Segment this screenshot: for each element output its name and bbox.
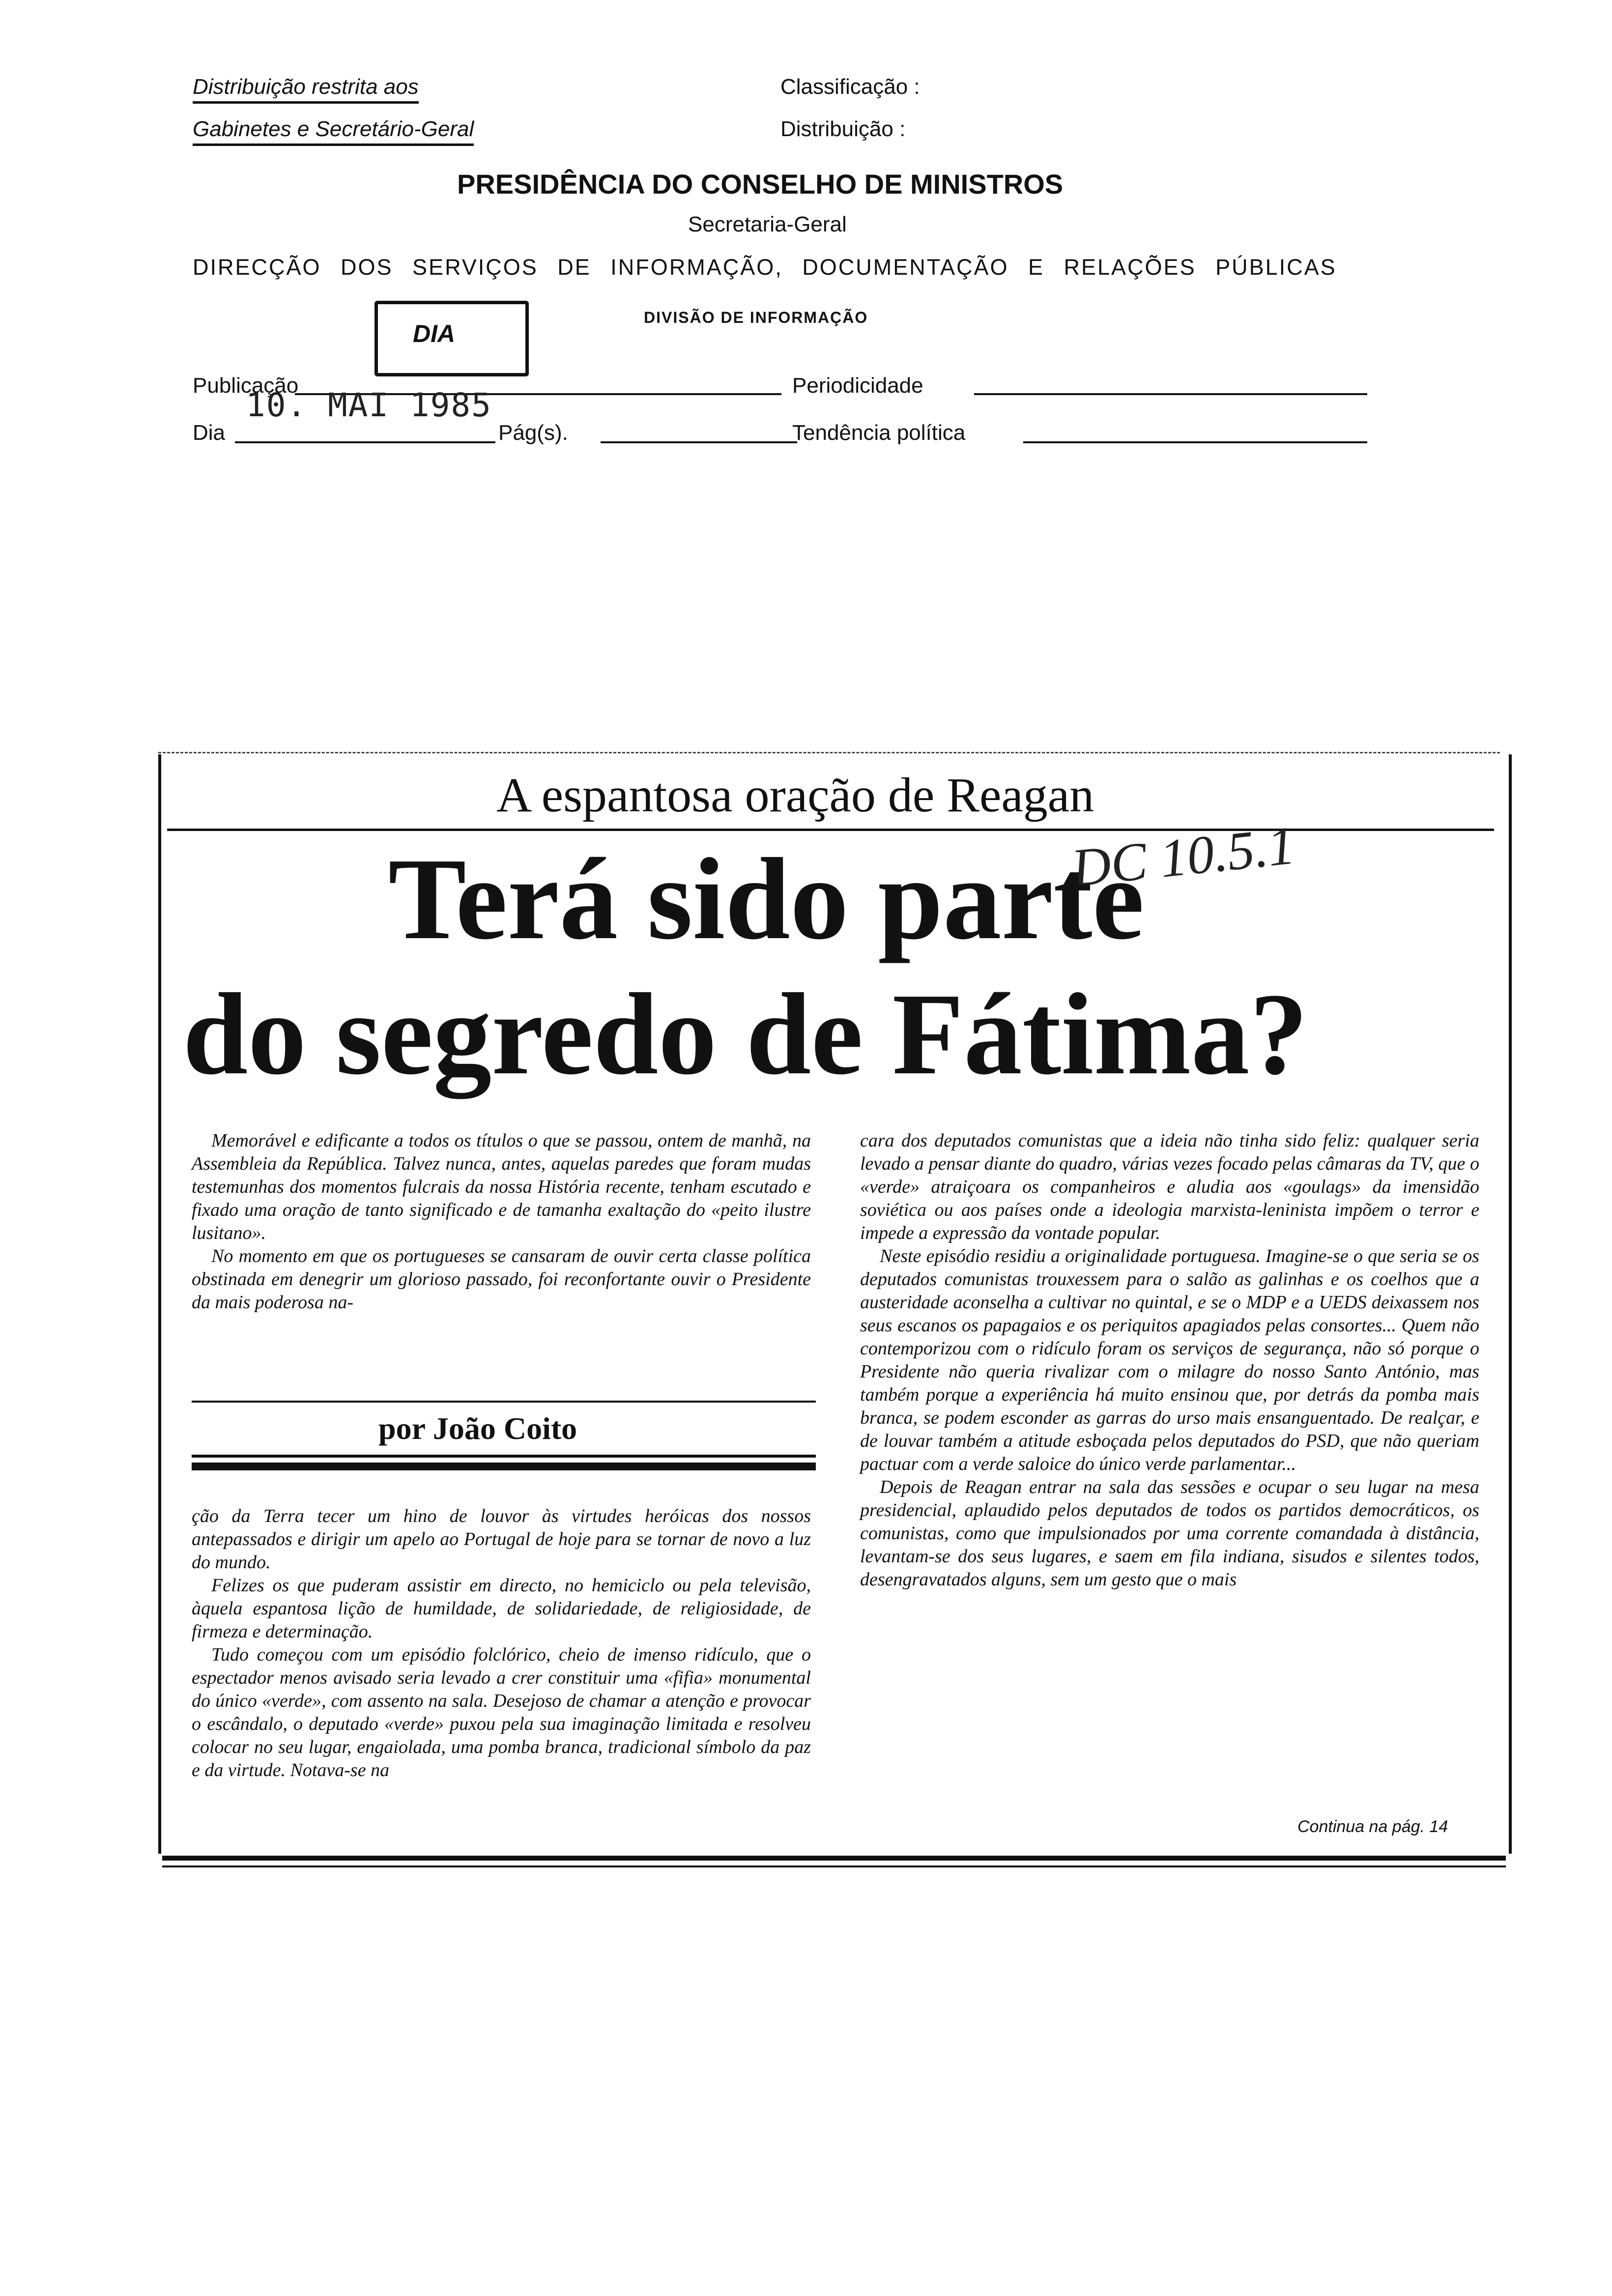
political-tendency-line — [1023, 441, 1367, 443]
article-kicker: A espantosa oração de Reagan — [496, 768, 1094, 822]
byline-rule-top — [192, 1401, 816, 1403]
paragraph: No momento em que os portugueses se cansaram de ouvir certa classe política obstinada em denegrir um glorioso passado, foi reconfortante ouvir o Presidente da mais poderosa na- — [192, 1246, 811, 1313]
byline-rule-thick — [192, 1463, 816, 1470]
org-title: PRESIDÊNCIA DO CONSELHO DE MINISTROS — [457, 169, 1064, 200]
right-column — [860, 1129, 1479, 1591]
paragraph: Felizes os que puderam assistir em directo, no hemiciclo ou pela televisão, àquela espantosa lição de humildade, de solidariedade, de religiosidade, de firmeza e determinação. — [192, 1575, 811, 1642]
political-tendency-label: Tendência política — [792, 421, 966, 445]
pages-label: Pág(s). — [498, 421, 568, 445]
restricted-distribution-line2: Gabinetes e Secretário-Geral — [193, 117, 474, 146]
day-line — [235, 441, 495, 443]
periodicity-label: Periodicidade — [792, 373, 923, 398]
left-column-bottom — [192, 1505, 811, 1782]
byline: por João Coito — [378, 1411, 577, 1446]
paragraph: cara dos deputados comunistas que a ideia não tinha sido feliz: qualquer seria levado a pensar diante do quadro, várias vezes focado pelas câmaras da TV, que o «verde» atraiçoara os companheiros e aludia aos «goulags» da imensidão soviética ou aos países onde a ideologia marxista-leninista impõem o terror e impede a expressão da vontade popular. — [860, 1130, 1479, 1243]
clipping-bottom-rule — [162, 1856, 1506, 1861]
date-stamp: 10. MAI 1985 — [246, 386, 492, 424]
clipping-top-edge — [158, 752, 1500, 753]
distribution-label: Distribuição : — [780, 117, 906, 141]
headline-line2: do segredo de Fátima? — [183, 970, 1308, 1099]
division-label: DIVISÃO DE INFORMAÇÃO — [644, 309, 868, 326]
paragraph: Depois de Reagan entrar na sala das sessões e ocupar o seu lugar na mesa presidencial, aplaudido pelos deputados de todos os partidos democráticos, os comunistas, como que impulsionados por uma corrente comandada à distância, levantam-se dos seus lugares, e saem em fila indiana, sisudos e silentes todos, desengravatados alguns, sem um gesto que o mais — [860, 1477, 1479, 1590]
publication-label: Publicação — [193, 373, 299, 398]
byline-rule-bottom — [192, 1455, 816, 1458]
paragraph: ção da Terra tecer um hino de louvor às virtudes heróicas dos nossos antepassados e dirigir um apelo ao Portugal de hoje para se tornar de novo a luz do mundo. — [192, 1506, 811, 1573]
continued-note: Continua na pág. 14 — [1297, 1817, 1448, 1836]
paragraph: Neste episódio residiu a originalidade portuguesa. Imagine-se o que seria se os deputados comunistas trouxessem para o salão as galinhas e os coelhos que a austeridade aconselha a cultivar no quintal, e se o MDP e a UEDS deixassem nos seus escanos os papagaios e os periquitos apagiados pelas consortes... Quem não contemporizou com o ridículo foram os serviços de segurança, não só porque o Presidente não queria rivalizar com o milagre do nosso Santo António, mas também porque a experiência há muito ensinou que, por detrás da pomba mais branca, se podem esconder as garras do urso mais ensanguentado. De realçar, e de louvar também a atitude esboçada pelos deputados do PSD, que não queriam pactuar com a verde saloice do único verde parlamentar... — [860, 1246, 1479, 1474]
clipping-bottom-rule-thin — [162, 1866, 1506, 1867]
handwritten-note: DC 10.5.1 — [1068, 815, 1298, 898]
stamp-text: DIA — [413, 320, 456, 347]
paragraph: Tudo começou com um episódio folclórico, cheio de imenso ridículo, que o espectador menos avisado seria levado a crer constituir uma «fifia» monumental do único «verde», com assento na sala. Desejoso de chamar a atenção e provocar o escândalo, o deputado «verde» puxou pela sua imaginação limitada e resolveu colocar no seu lugar, engaiolada, uma pomba branca, tradicional símbolo da paz e da virtude. Notava-se na — [192, 1644, 811, 1780]
classification-label: Classificação : — [780, 75, 920, 99]
left-column-top — [192, 1129, 811, 1314]
pages-line — [601, 441, 797, 443]
org-subtitle: Secretaria-Geral — [688, 212, 847, 236]
kicker-rule — [167, 829, 1494, 831]
periodicity-line — [974, 393, 1367, 395]
direction-line: DIRECÇÃO DOS SERVIÇOS DE INFORMAÇÃO, DOCUMENTAÇÃO E RELAÇÕES PÚBLICAS — [193, 255, 1337, 280]
day-label: Dia — [193, 421, 226, 445]
headline-line1: Terá sido parte — [388, 834, 1145, 964]
restricted-distribution-line1: Distribuição restrita aos — [193, 75, 419, 104]
paragraph: Memorável e edificante a todos os títulos o que se passou, ontem de manhã, na Assembleia da República. Talvez nunca, antes, aquelas paredes que foram mudas testemunhas dos momentos fulcrais da nossa História recente, tenham escutado e fixado uma oração de tanto significado e de tamanha exaltação do «peito ilustre lusitano». — [192, 1130, 811, 1243]
